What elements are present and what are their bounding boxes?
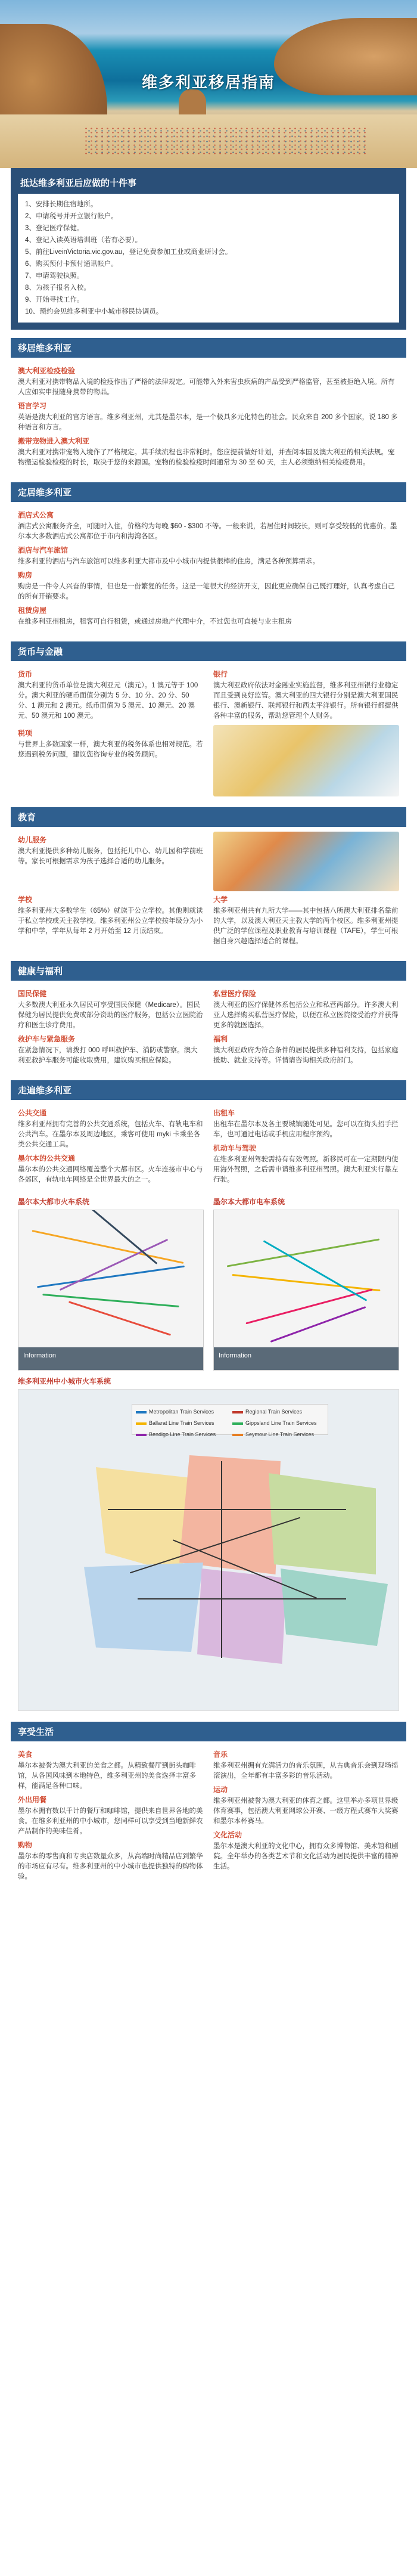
ten-things-checklist xyxy=(11,168,406,330)
info-label: Information xyxy=(219,1352,252,1359)
paragraph: 墨尔本拥有数以千计的餐厅和咖啡馆，提供来自世界各地的美食。在维多利亚州的中小城市，您同样可以享受到当地新鲜农产品制作的美味佳肴。 xyxy=(18,1808,203,1835)
subheading: 国民保健 xyxy=(18,990,47,998)
list-item: 9、开始寻找工作。 xyxy=(25,296,84,303)
section-heading: 定居维多利亚 xyxy=(11,482,406,502)
map-title: 墨尔本大都市电车系统 xyxy=(213,1198,285,1206)
paragraph: 墨尔本的公共交通网络覆盖整个大都市区。火车连接市中心与各郊区，有轨电车网络是全世界最大的之一。 xyxy=(18,1166,203,1183)
legend-item: Seymour Line Train Services xyxy=(232,1430,324,1440)
subheading: 音乐 xyxy=(213,1750,228,1759)
section-heading: 教育 xyxy=(11,807,406,827)
checklist-list xyxy=(18,194,399,323)
paragraph: 与世界上多数国家一样，澳大利亚的税务体系也相对规范。若您遇到税务问题，建议您咨询专业的税务顾问。 xyxy=(18,741,203,758)
paragraph: 维多利亚的酒店与汽车旅馆可以维多利亚大都市及中小城市内提供很棒的住房，满足各种预算需求。 xyxy=(18,558,319,565)
subheading: 墨尔本的公共交通 xyxy=(18,1154,76,1163)
legend-item: Metropolitan Train Services xyxy=(136,1407,228,1417)
paragraph: 澳大利亚提供多种幼儿服务，包括托儿中心、幼儿园和学前班等。家长可根据需求为孩子选择合适的幼儿服务。 xyxy=(18,848,203,865)
list-item: 5、前往LiveinVictoria.vic.gov.au，登记免费参加工业或商业研讨会。 xyxy=(25,249,232,256)
section-moving xyxy=(11,338,406,474)
legend-item: Ballarat Line Train Services xyxy=(136,1418,228,1428)
section-heading: 走遍维多利亚 xyxy=(11,1080,406,1100)
paragraph: 英语是澳大利亚的官方语言。维多利亚州，尤其是墨尔本，是一个极具多元化特色的社会。民众来自 200 多个国家，说 180 多种语言和方言。 xyxy=(18,414,398,431)
list-item: 8、为孩子报名入校。 xyxy=(25,284,91,292)
paragraph: 澳大利亚对携带物品入境的检疫作出了严格的法律规定。可能带入外来害虫疾病的产品受到严格监管，甚至被拒绝入境。所有人应如实申报随身携带的物品。 xyxy=(18,379,395,396)
paragraph: 维多利亚州拥有充满活力的音乐氛围，从古典音乐会到现场摇滚演出，全年都有丰富多彩的音乐活动。 xyxy=(213,1762,399,1780)
list-item: 2、申请税号并开立银行帐户。 xyxy=(25,213,118,220)
list-item: 1、安排长期住宿地所。 xyxy=(25,201,98,208)
paragraph: 墨尔本的零售商和专卖店数量众多，从高端时尚精品店到繁华的市场应有尽有。维多利亚州的中小城市也提供独特的购物体验。 xyxy=(18,1853,203,1880)
subheading: 运动 xyxy=(213,1785,228,1794)
list-item: 4、登记入读英语培训班（若有必要）。 xyxy=(25,237,142,244)
section-heading: 移居维多利亚 xyxy=(11,338,406,358)
legend-item: Gippsland Line Train Services xyxy=(232,1418,324,1428)
paragraph: 维多利亚州被誉为澳大利亚的体育之都。这里举办多项世界级体育赛事，包括澳大利亚网球公开赛、一级方程式赛车大奖赛和墨尔本杯赛马。 xyxy=(213,1797,399,1825)
subheading: 学校 xyxy=(18,895,33,904)
map-legend xyxy=(132,1404,328,1435)
section-health xyxy=(11,961,406,1072)
paragraph: 在维多利亚州驾驶需持有有效驾照。新移民可在一定期限内使用海外驾照，之后需申请维多利亚州驾照。澳大利亚实行靠左行驶。 xyxy=(213,1156,399,1183)
subheading: 福利 xyxy=(213,1035,228,1043)
section-heading: 享受生活 xyxy=(11,1722,406,1741)
money-photo xyxy=(213,725,399,796)
hero-beachgoers xyxy=(83,126,369,156)
map-title: 墨尔本大都市火车系统 xyxy=(18,1198,90,1206)
map-info-footer xyxy=(18,1347,203,1370)
page-title: 维多利亚移居指南 xyxy=(141,73,275,91)
subheading: 澳大利亚检疫检验 xyxy=(18,367,76,375)
legend-item: Regional Train Services xyxy=(232,1407,324,1417)
paragraph: 维多利亚州拥有完善的公共交通系统，包括火车、有轨电车和公共汽车。在墨尔本及周边地区，乘客可使用 myki 卡乘坐各类公共交通工具。 xyxy=(18,1121,203,1148)
map-info-footer xyxy=(214,1347,399,1370)
tram-network-map xyxy=(213,1210,399,1371)
section-settling xyxy=(11,482,406,633)
subheading: 银行 xyxy=(213,670,228,678)
paragraph: 澳大利亚的医疗保健体系包括公立和私营两部分。许多澳大利亚人选择购买私营医疗保险，以便在私立医院接受治疗并获得更多的就医选择。 xyxy=(213,1002,399,1029)
section-money xyxy=(11,641,406,799)
paragraph: 酒店式公寓服务齐全，可随时入住，价格约为每晚 $60 - $300 不等。一般来说，若居住时间较长，则可享受较低的优惠价。墨尔本大多数酒店式公寓都位于市内和海湾各区。 xyxy=(18,523,397,540)
paragraph: 购房是一件令人兴奋的事情，但也是一份繁复的任务。这是一笔很大的经济开支，因此更应确保自己既打理好，认真考虑自己的所有开销要求。 xyxy=(18,583,395,600)
section-education xyxy=(11,807,406,953)
subheading: 幼儿服务 xyxy=(18,836,47,844)
subheading: 购房 xyxy=(18,571,33,579)
subheading: 公共交通 xyxy=(18,1109,47,1117)
paragraph: 在维多利亚州租房，租客可自行租赁，或通过房地产代理中介，不过您也可直接与业主租房 xyxy=(18,618,292,625)
section-getting-around xyxy=(11,1080,406,1713)
subheading: 文化活动 xyxy=(213,1831,242,1839)
subheading: 酒店与汽车旅馆 xyxy=(18,546,69,554)
paragraph: 维多利亚州共有九所大学——其中包括八所澳大利亚排名靠前的大学，以及澳大利亚天主教大学的两个校区。维多利亚州提供广泛的学位课程及职业教育与培训课程（TAFE），学生可根据自身兴趣选择适合的课程。 xyxy=(213,907,399,945)
subheading: 货币 xyxy=(18,670,33,678)
paragraph: 出租车在墨尔本及各主要城镇随处可见。您可以在街头招手拦车，也可通过电话或手机应用程序预约。 xyxy=(213,1121,399,1138)
section-heading: 健康与福利 xyxy=(11,961,406,981)
paragraph: 墨尔本是澳大利亚的文化中心，拥有众多博物馆、美术馆和剧院。全年举办的各类艺术节和文化活动为居民提供丰富的精神生活。 xyxy=(213,1843,399,1870)
subheading: 救护车与紧急服务 xyxy=(18,1035,76,1043)
list-item: 7、申请驾驶执照。 xyxy=(25,272,84,280)
checklist-title: 抵达维多利亚后应做的十件事 xyxy=(20,178,137,188)
paragraph: 维多利亚州大多数学生（65%）就读于公立学校。其他则就读于私立学校或天主教学校。维多利亚州公立学校按年级分为小学和中学，学年从每年 2 月开始至 12 月底结束。 xyxy=(18,907,203,935)
regional-train-map xyxy=(18,1389,399,1711)
paragraph: 大多数澳大利亚永久居民可享受国民保健（Medicare）。国民保健为居民提供免费或部分资助的医疗服务，包括公立医院治疗和医生诊疗费用。 xyxy=(18,1002,203,1029)
hero-banner xyxy=(0,0,417,168)
subheading: 出租车 xyxy=(213,1109,235,1117)
subheading: 大学 xyxy=(213,895,228,904)
info-label: Information xyxy=(23,1352,57,1359)
subheading: 税项 xyxy=(18,729,33,737)
subheading: 语言学习 xyxy=(18,402,47,410)
subheading: 酒店式公寓 xyxy=(18,511,54,519)
subheading: 购物 xyxy=(18,1841,33,1849)
subheading: 外出用餐 xyxy=(18,1796,47,1804)
list-item: 6、购买预付卡预付通讯帐户。 xyxy=(25,261,118,268)
paragraph: 澳大利亚政府依法对金融业实施监督，维多利亚州银行业稳定而且受到良好监管。澳大利亚的四大银行分别是澳大利亚国民银行、澳新银行、联邦银行和西太平洋银行。所有银行都提供各种丰富的服务，帮助您管理个人财务。 xyxy=(213,682,399,720)
paragraph: 澳大利亚对携带宠物入境作了严格规定。其手续流程也非常耗时。您应提前做好计划，并查阅本国及澳大利亚的相关法规。宠物搬运检验检疫的时长，取决于您的来源国。宠物的检验检疫时间通常为 30 至 60 天，主人必须缴纳相关检疫费用。 xyxy=(18,449,395,466)
subheading: 美食 xyxy=(18,1750,33,1759)
subheading: 搬带宠物进入澳大利亚 xyxy=(18,437,90,445)
paragraph: 澳大利亚政府为符合条件的居民提供多种福利支持，包括家庭援助、就业支持等。详情请咨询相关政府部门。 xyxy=(213,1047,399,1064)
paragraph: 在紧急情况下，请拨打 000 呼叫救护车、消防或警察。澳大利亚救护车服务可能收取费用，建议购买相应保险。 xyxy=(18,1047,198,1064)
subheading: 租赁房屋 xyxy=(18,606,47,615)
train-network-map xyxy=(18,1210,204,1371)
paragraph: 墨尔本被誉为澳大利亚的美食之都。从精致餐厅到街头咖啡馆，从各国风味到本地特色，维多利亚州的美食选择丰富多样，能满足各种口味。 xyxy=(18,1762,196,1790)
list-item: 3、登记医疗保健。 xyxy=(25,225,84,232)
list-item: 10、预约会见维多利亚中小城市移民协调员。 xyxy=(25,308,163,315)
subheading: 机动车与驾驶 xyxy=(213,1144,257,1152)
classroom-photo xyxy=(213,832,399,891)
legend-item: Bendigo Line Train Services xyxy=(136,1430,228,1440)
section-heading: 货币与金融 xyxy=(11,641,406,661)
paragraph: 澳大利亚的货币单位是澳大利亚元（澳元）。1 澳元等于 100 分。澳大利亚的硬币面值分别为 5 分、10 分、20 分、50 分、1 澳元和 2 澳元。纸币面值为 5 澳元、10 澳元、20 澳元、50 澳元和 100 澳元。 xyxy=(18,682,198,720)
subheading: 私营医疗保险 xyxy=(213,990,257,998)
map-title: 维多利亚州中小城市火车系统 xyxy=(18,1377,111,1385)
section-lifestyle xyxy=(11,1722,406,1888)
